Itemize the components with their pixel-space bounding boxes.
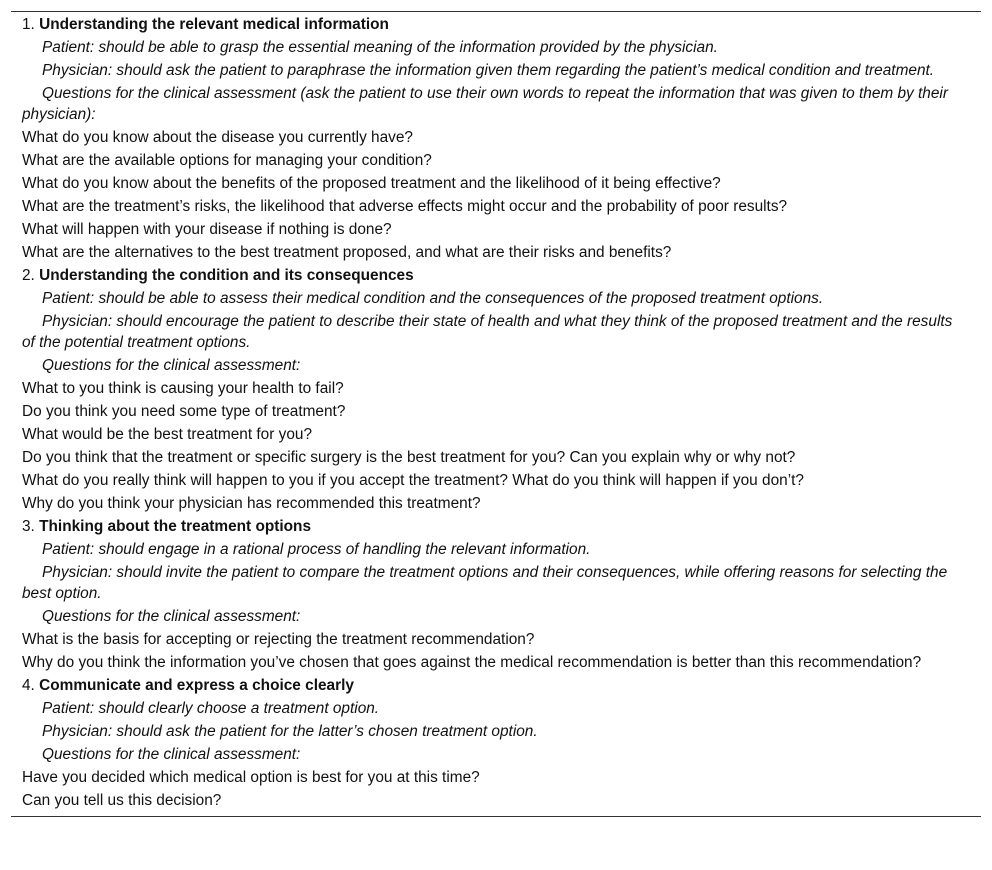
- section-2-questions-intro: Questions for the clinical assessment:: [42, 357, 301, 374]
- section-1-physician: Physician: should ask the patient to paraphrase the information given them regarding the patient’s medical condition and treatment.: [42, 62, 935, 79]
- question-row: Do you think you need some type of treatment?: [22, 403, 346, 420]
- question-row: Do you think that the treatment or specific surgery is the best treatment for you? Can you explain why or why not?: [22, 449, 796, 466]
- section-4-questions-intro: Questions for the clinical assessment:: [42, 746, 301, 763]
- question-row: What are the available options for managing your condition?: [22, 152, 432, 169]
- section-2-patient: Patient: should be able to assess their medical condition and the consequences of the proposed treatment options.: [42, 290, 824, 307]
- section-1-heading: 1. Understanding the relevant medical information: [22, 16, 389, 33]
- question-row: What will happen with your disease if nothing is done?: [22, 221, 392, 238]
- section-1-patient: Patient: should be able to grasp the essential meaning of the information provided by the physician.: [42, 39, 718, 56]
- section-4-physician: Physician: should ask the patient for the latter’s chosen treatment option.: [42, 723, 538, 740]
- section-3-heading: 3. Thinking about the treatment options: [22, 518, 312, 535]
- question-row: Have you decided which medical option is best for you at this time?: [22, 769, 480, 786]
- question-row: Can you tell us this decision?: [22, 792, 222, 809]
- question-row: What do you know about the disease you currently have?: [22, 129, 413, 146]
- section-4-heading: 4. Communicate and express a choice clearly: [22, 677, 354, 694]
- question-row: What are the treatment’s risks, the likelihood that adverse effects might occur and the probability of poor results?: [22, 198, 788, 215]
- question-row: Why do you think your physician has recommended this treatment?: [22, 495, 481, 512]
- section-3-patient: Patient: should engage in a rational process of handling the relevant information.: [42, 541, 591, 558]
- question-row: What would be the best treatment for you?: [22, 426, 313, 443]
- section-2-physician: Physician: should encourage the patient to describe their state of health and what they think of the proposed treatment and the results of the potential treatment options.: [22, 313, 953, 351]
- section-3-physician: Physician: should invite the patient to compare the treatment options and their consequences, while offering reasons for selecting the best option.: [22, 564, 948, 602]
- section-3-questions-intro: Questions for the clinical assessment:: [42, 608, 301, 625]
- question-row: What to you think is causing your health to fail?: [22, 380, 344, 397]
- assessment-table: [11, 11, 981, 817]
- question-row: What are the alternatives to the best treatment proposed, and what are their risks and benefits?: [22, 244, 672, 261]
- section-4-patient: Patient: should clearly choose a treatment option.: [42, 700, 380, 717]
- section-2-heading: 2. Understanding the condition and its consequences: [22, 267, 414, 284]
- section-1-questions-intro: Questions for the clinical assessment (ask the patient to use their own words to repeat the information that was given to them by their physician):: [22, 85, 948, 123]
- question-row: What is the basis for accepting or rejecting the treatment recommendation?: [22, 631, 535, 648]
- question-row: Why do you think the information you’ve chosen that goes against the medical recommendation is better than this recommendation?: [22, 654, 922, 671]
- question-row: What do you know about the benefits of the proposed treatment and the likelihood of it being effective?: [22, 175, 721, 192]
- question-row: What do you really think will happen to you if you accept the treatment? What do you think will happen if you don’t?: [22, 472, 804, 489]
